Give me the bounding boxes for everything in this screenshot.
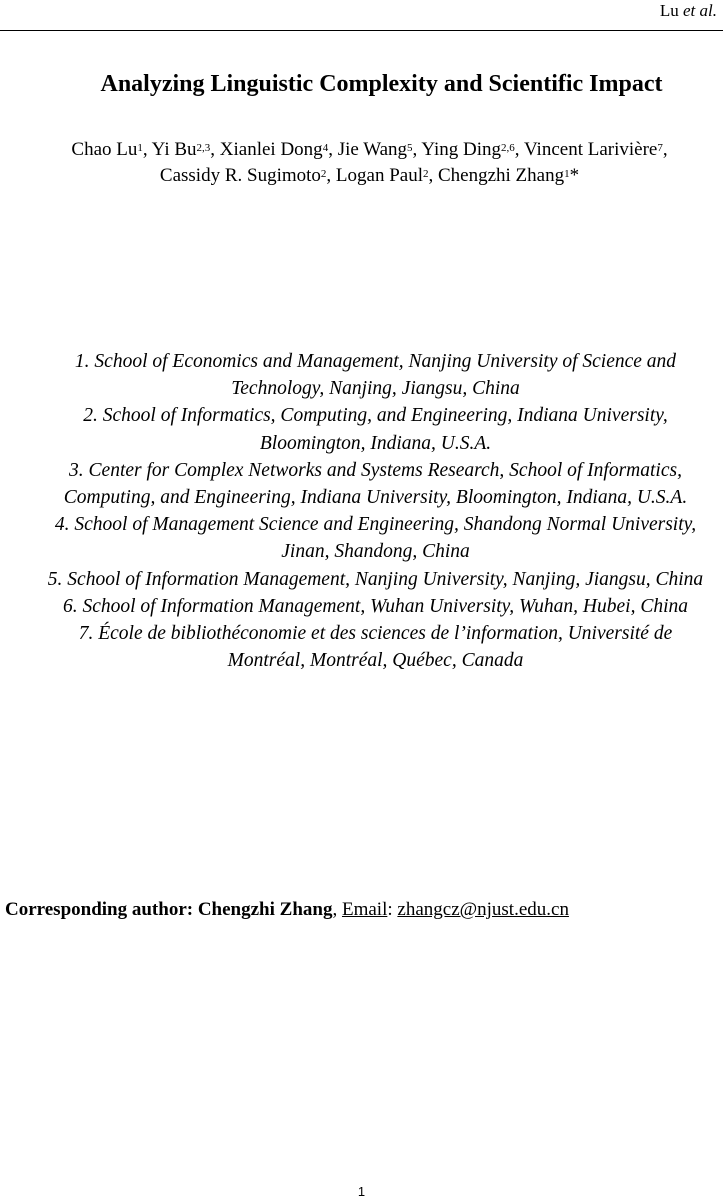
running-author: Lu	[659, 1, 679, 20]
corresponding-label: Corresponding author: Chengzhi Zhang	[5, 899, 333, 920]
affiliation-line: 3. Center for Complex Networks and Systems Research, School of Informatics,	[69, 459, 682, 481]
author: Jie Wang$^5$,	[337, 139, 422, 160]
author-line-1	[8, 137, 723, 163]
author: Logan Paul$^2$,	[335, 165, 438, 186]
author: Ying Ding$^{2,6}$,	[421, 139, 524, 160]
page-number: 1	[357, 1184, 366, 1199]
author-line-2	[8, 163, 723, 189]
email-link[interactable]: zhangcz@njust.edu.cn	[397, 899, 569, 920]
author: Vincent Larivière$^7$,	[523, 139, 668, 160]
affiliation-line: Computing, and Engineering, Indiana University, Bloomington, Indiana, U.S.A.	[63, 487, 688, 509]
affiliation-line: 2. School of Informatics, Computing, and Engineering, Indiana University,	[83, 405, 668, 427]
affiliation-line: 6. School of Information Management, Wuhan University, Wuhan, Hubei, China	[62, 595, 689, 617]
paper-title: Analyzing Linguistic Complexity and Scientific Impact	[100, 71, 663, 97]
author: Xianlei Dong$^4$,	[219, 139, 338, 160]
affiliation-line: 1. School of Economics and Management, Nanjing University of Science and	[74, 351, 677, 372]
affiliation-line: 4. School of Management Science and Engineering, Shandong Normal University,	[54, 514, 697, 536]
affiliation-line: Technology, Nanjing, Jiangsu, China	[231, 378, 520, 400]
author-list	[8, 137, 723, 189]
affiliation-line: Jinan, Shandong, China	[281, 541, 470, 563]
author: Yi Bu$^{2,3}$,	[151, 139, 220, 160]
header-rule	[0, 30, 723, 31]
corresponding-author: Corresponding author: Chengzhi Zhang, Email: zhangcz@njust.edu.cn	[5, 899, 569, 920]
affiliation-line: Montréal, Montréal, Québec, Canada	[227, 650, 524, 672]
author: Chao Lu$^1$,	[71, 139, 152, 160]
author: Cassidy R. Sugimoto$^2$,	[159, 165, 336, 186]
running-etal: et al.	[683, 1, 717, 20]
affiliation-line: 5. School of Information Management, Nanjing University, Nanjing, Jiangsu, China	[47, 568, 704, 590]
affiliation-line: Bloomington, Indiana, U.S.A.	[259, 432, 492, 454]
author: Chengzhi Zhang$^1$*	[437, 165, 580, 186]
email-label: Email	[341, 899, 388, 920]
affiliation-line: 7. École de bibliothéconomie et des sciences de l’information, Université de	[78, 623, 673, 645]
affiliations	[14, 348, 723, 674]
running-header	[660, 0, 717, 22]
